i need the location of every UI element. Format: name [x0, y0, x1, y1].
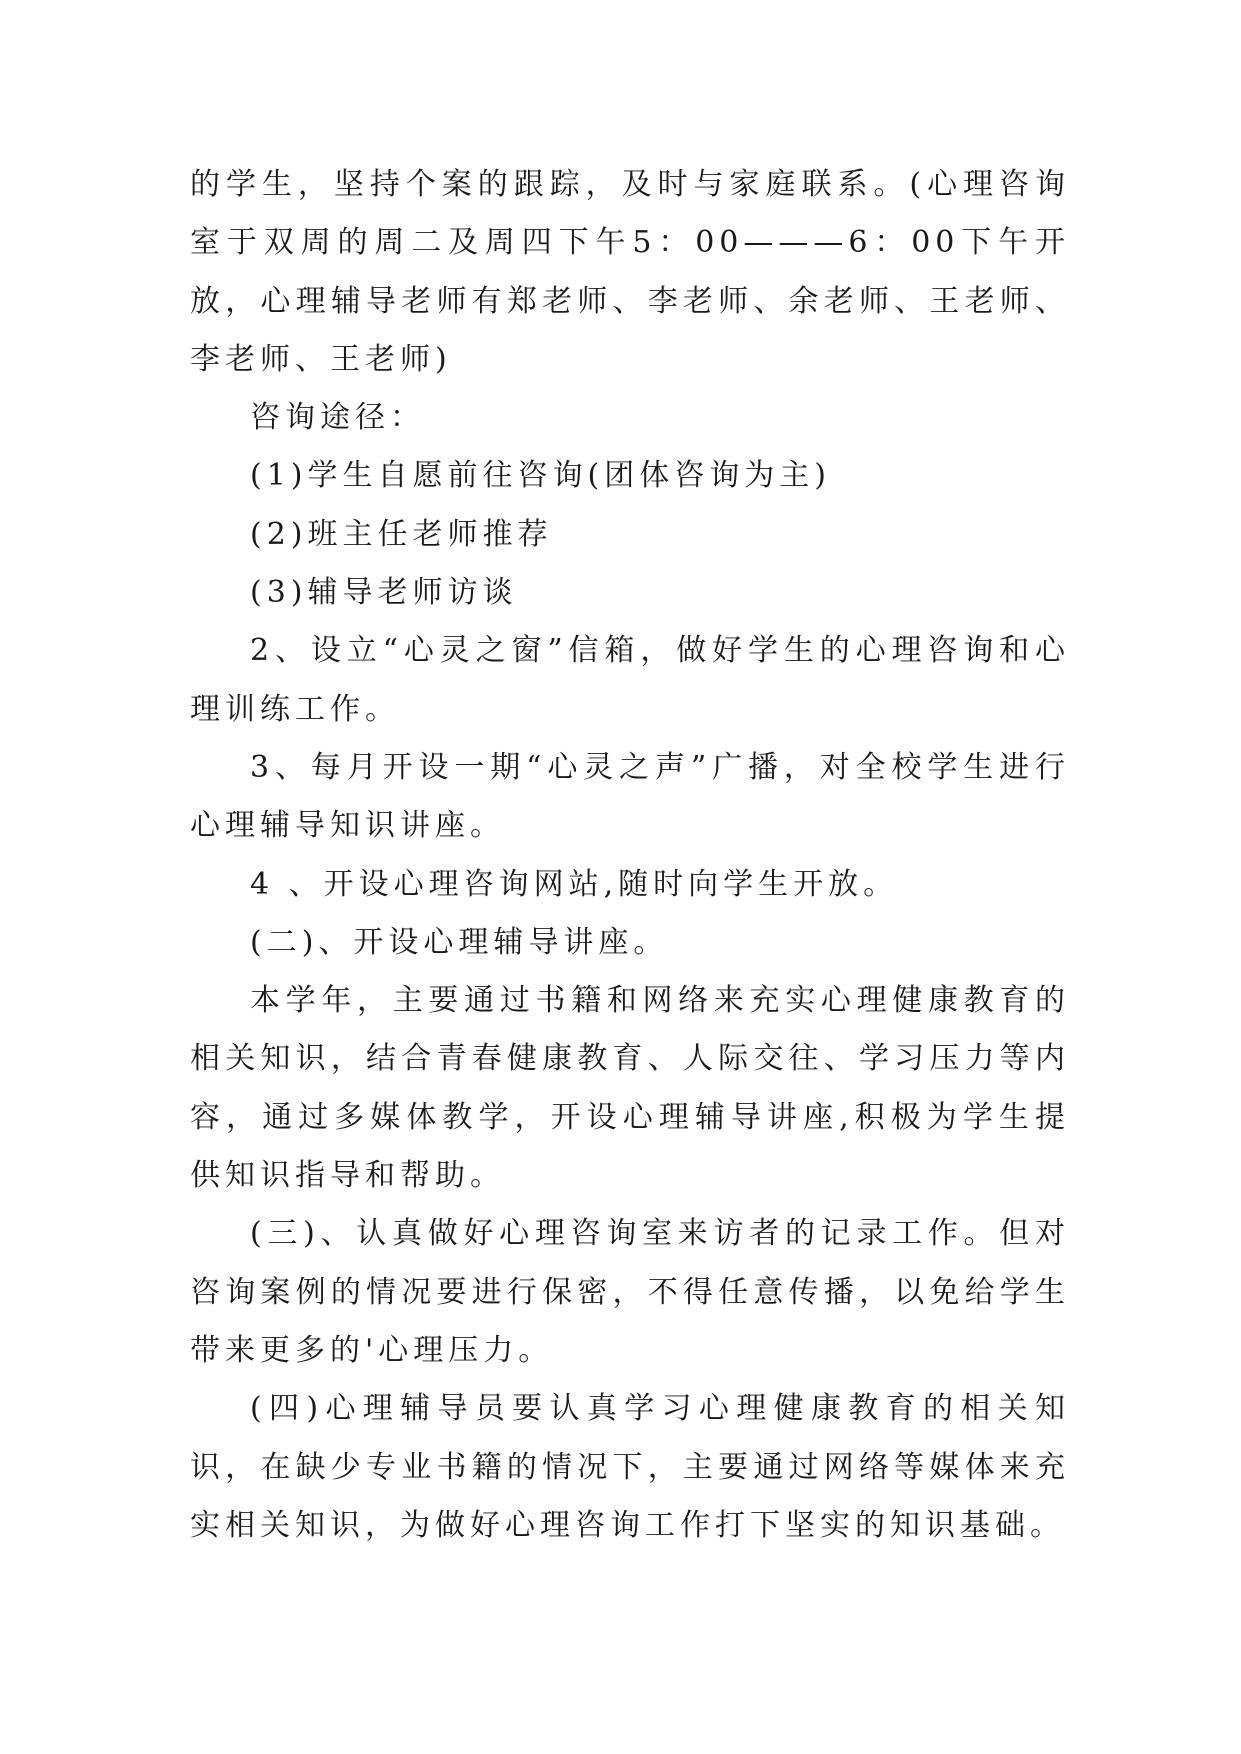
paragraph-channel-3: (3)辅导老师访谈: [250, 575, 518, 611]
paragraph-channel-1: (1)学生自愿前往咨询(团体咨询为主): [250, 458, 831, 494]
paragraph-section-2-body: 本学年，主要通过书籍和网络来充实心理健康教育的相关知识，结合青春健康教育、人际交往、学习压力等内容，通过多媒体教学，开设心理辅导讲座,积极为学生提供知识指导和帮助。: [190, 983, 1070, 1194]
paragraph-section-3: (三)、认真做好心理咨询室来访者的记录工作。但对咨询案例的情况要进行保密，不得任意传播，以免给学生带来更多的'心理压力。: [190, 1216, 1070, 1368]
paragraph-item-2-mailbox: 2、设立“心灵之窗”信箱，做好学生的心理咨询和心理训练工作。: [190, 633, 1070, 727]
paragraph-section-4: (四)心理辅导员要认真学习心理健康教育的相关知识，在缺少专业书籍的情况下，主要通过网络等媒体来充实相关知识，为做好心理咨询工作打下坚实的知识基础。: [190, 1391, 1070, 1543]
paragraph-consultation-room: 的学生，坚持个案的跟踪，及时与家庭联系。(心理咨询室于双周的周二及周四下午5：00———6：00下午开放，心理辅导老师有郑老师、李老师、余老师、王老师、李老师、王老师): [190, 167, 1070, 377]
document-page: [190, 156, 1070, 1555]
paragraph-item-3-broadcast: 3、每月开设一期“心灵之声”广播，对全校学生进行心理辅导知识讲座。: [190, 749, 1070, 844]
paragraph-channel-2: (2)班主任老师推荐: [250, 516, 553, 552]
paragraph-item-4-website: 4 、开设心理咨询网站,随时向学生开放。: [250, 866, 899, 902]
paragraph-consultation-channels-heading: 咨询途径：: [250, 400, 425, 436]
paragraph-section-2-heading: (二)、开设心理辅导讲座。: [250, 924, 669, 960]
